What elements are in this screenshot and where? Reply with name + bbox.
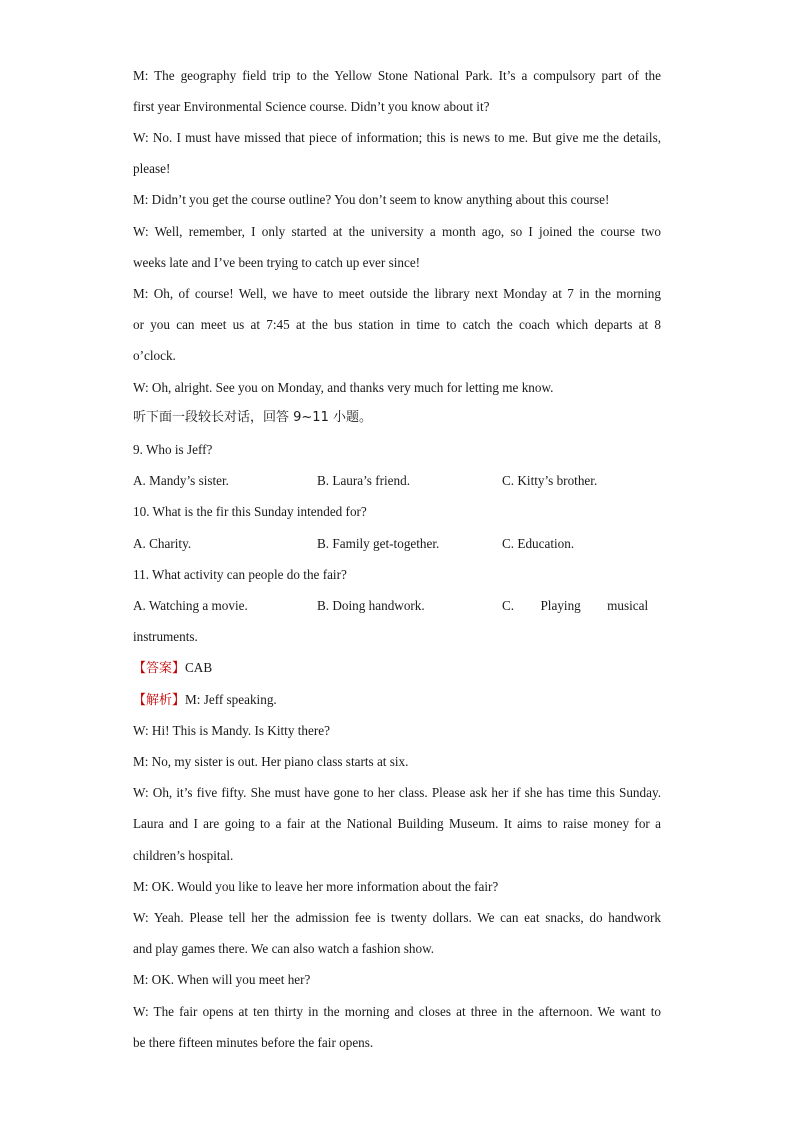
transcript-line: M: Didn’t you get the course outline? You don’t seem to know anything about this course! [133, 192, 610, 207]
analysis-transcript-line: W: The fair opens at ten thirty in the morning and closes at three in the afternoon. We want to [133, 1004, 661, 1019]
option-a: A. Charity. [133, 536, 192, 551]
question-stem: 9. Who is Jeff? [133, 442, 213, 457]
transcript-line: M: Oh, of course! Well, we have to meet outside the library next Monday at 7 in the morning [133, 286, 661, 301]
analysis-transcript-line: and play games there. We can also watch a fashion show. [133, 941, 435, 956]
analysis-transcript-line: Laura and I are going to a fair at the National Building Museum. It aims to raise money for a [133, 816, 661, 831]
analysis-transcript-line: children’s hospital. [133, 848, 234, 863]
transcript-line: please! [133, 161, 171, 176]
option-a: A. Mandy’s sister. [133, 473, 229, 488]
analysis-transcript-line: M: OK. When will you meet her? [133, 972, 311, 987]
analysis-first: M: Jeff speaking. [185, 692, 277, 707]
analysis-transcript-line: W: Oh, it’s five fifty. She must have gone to her class. Please ask her if she has time this Sunday. [133, 785, 661, 800]
transcript-line: o’clock. [133, 348, 176, 363]
option-c-continuation: instruments. [133, 629, 198, 644]
option-a: A. Watching a movie. [133, 598, 248, 613]
answer-label: 【答案】 [133, 661, 186, 676]
answer-line [133, 660, 661, 677]
analysis-transcript-line: W: Yeah. Please tell her the admission fee is twenty dollars. We can eat snacks, do handwork [133, 910, 661, 925]
transcript-line: or you can meet us at 7:45 at the bus station in time to catch the coach which departs at 8 [133, 317, 661, 332]
transcript-line: M: The geography field trip to the Yellow Stone National Park. It’s a compulsory part of the [133, 68, 661, 83]
analysis-transcript-line: W: Hi! This is Mandy. Is Kitty there? [133, 723, 330, 738]
option-c: C. Education. [502, 536, 575, 551]
transcript-line: weeks late and I’ve been trying to catch up ever since! [133, 255, 421, 270]
option-b: B. Laura’s friend. [317, 473, 411, 488]
question-stem: 10. What is the fir this Sunday intended for? [133, 504, 367, 519]
option-b: B. Family get-together. [317, 536, 440, 551]
analysis-transcript-line: be there fifteen minutes before the fair opens. [133, 1035, 374, 1050]
option-c: C. Kitty’s brother. [502, 473, 598, 488]
option-c: C. Playing musical [502, 598, 649, 613]
analysis-transcript-line: M: No, my sister is out. Her piano class starts at six. [133, 754, 409, 769]
answer-value: CAB [185, 660, 213, 675]
transcript-line: W: Oh, alright. See you on Monday, and thanks very much for letting me know. [133, 380, 554, 395]
section-instruction: 听下面一段较长对话，回答 9~11 小题。 [133, 410, 372, 425]
question-stem: 11. What activity can people do the fair? [133, 567, 347, 582]
analysis-line [133, 692, 661, 709]
transcript-line: first year Environmental Science course. Didn’t you know about it? [133, 99, 490, 114]
analysis-transcript-line: M: OK. Would you like to leave her more information about the fair? [133, 879, 499, 894]
transcript-line: W: No. I must have missed that piece of information; this is news to me. But give me the details, [133, 130, 661, 145]
transcript-line: W: Well, remember, I only started at the university a month ago, so I joined the course two [133, 224, 661, 239]
analysis-label: 【解析】 [133, 693, 186, 708]
option-b: B. Doing handwork. [317, 598, 425, 613]
